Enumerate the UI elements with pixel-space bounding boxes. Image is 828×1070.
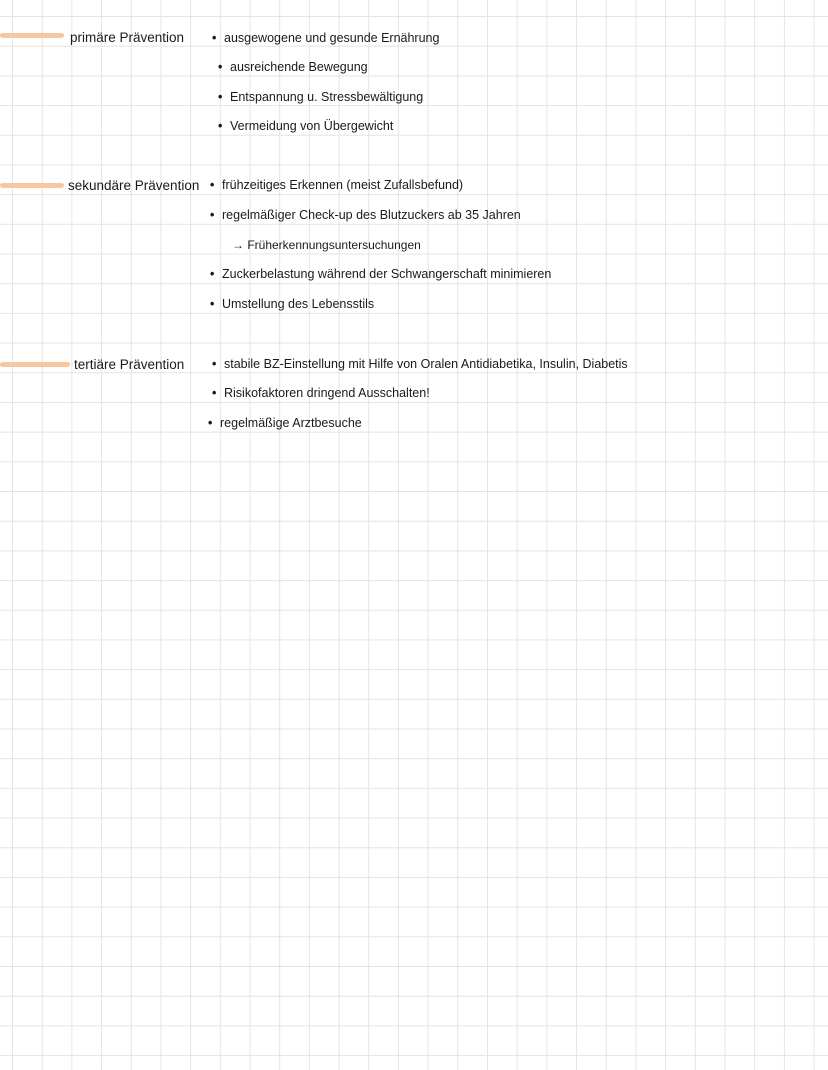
list-item [210,297,374,311]
highlight-marker-secondary [0,183,64,188]
list-item-text: stabile BZ-Einstellung mit Hilfe von Oralen Antidiabetika, Insulin, Diabetis [224,357,628,371]
bullet-icon: • [218,60,223,74]
list-item [210,178,463,192]
list-item-text: ausreichende Bewegung [230,60,368,74]
bullet-icon: • [218,90,223,104]
section-title-primary: primäre Prävention [70,30,185,45]
bullet-icon: • [210,178,215,192]
highlight-marker-tertiary [0,362,70,367]
list-item-text: Vermeidung von Übergewicht [230,119,394,133]
sub-note: → Früherkennungsuntersuchungen [232,238,421,252]
bullet-icon: • [212,386,217,400]
bullet-icon: • [208,416,213,430]
bullet-icon: • [210,297,215,311]
highlight-marker-primary [0,33,64,38]
list-item [210,267,551,281]
bullet-icon: • [210,208,215,222]
list-item [212,357,628,371]
list-item [212,31,439,45]
list-item-text: regelmäßiger Check-up des Blutzuckers ab 35 Jahren [222,208,521,222]
section-title-secondary: sekundäre Prävention [68,178,200,193]
list-item [218,119,393,133]
bullet-icon: • [218,119,223,133]
list-item-text: ausgewogene und gesunde Ernährung [224,31,440,45]
bullet-icon: • [212,357,217,371]
list-item [218,60,368,74]
list-item-text: Umstellung des Lebensstils [222,297,375,311]
bullet-icon: • [212,31,217,45]
list-item-text: Zuckerbelastung während der Schwangerschaft minimieren [222,267,552,281]
list-item-text: regelmäßige Arztbesuche [220,416,362,430]
list-item-text: frühzeitiges Erkennen (meist Zufallsbefund) [222,178,464,192]
bullet-icon: • [210,267,215,281]
list-item [208,416,362,430]
section-title-tertiary: tertiäre Prävention [74,357,185,372]
list-item [212,386,430,400]
list-item-text: Entspannung u. Stressbewältigung [230,90,424,104]
list-item [210,208,521,222]
list-item [218,90,423,104]
list-item-text: Risikofaktoren dringend Ausschalten! [224,386,430,400]
